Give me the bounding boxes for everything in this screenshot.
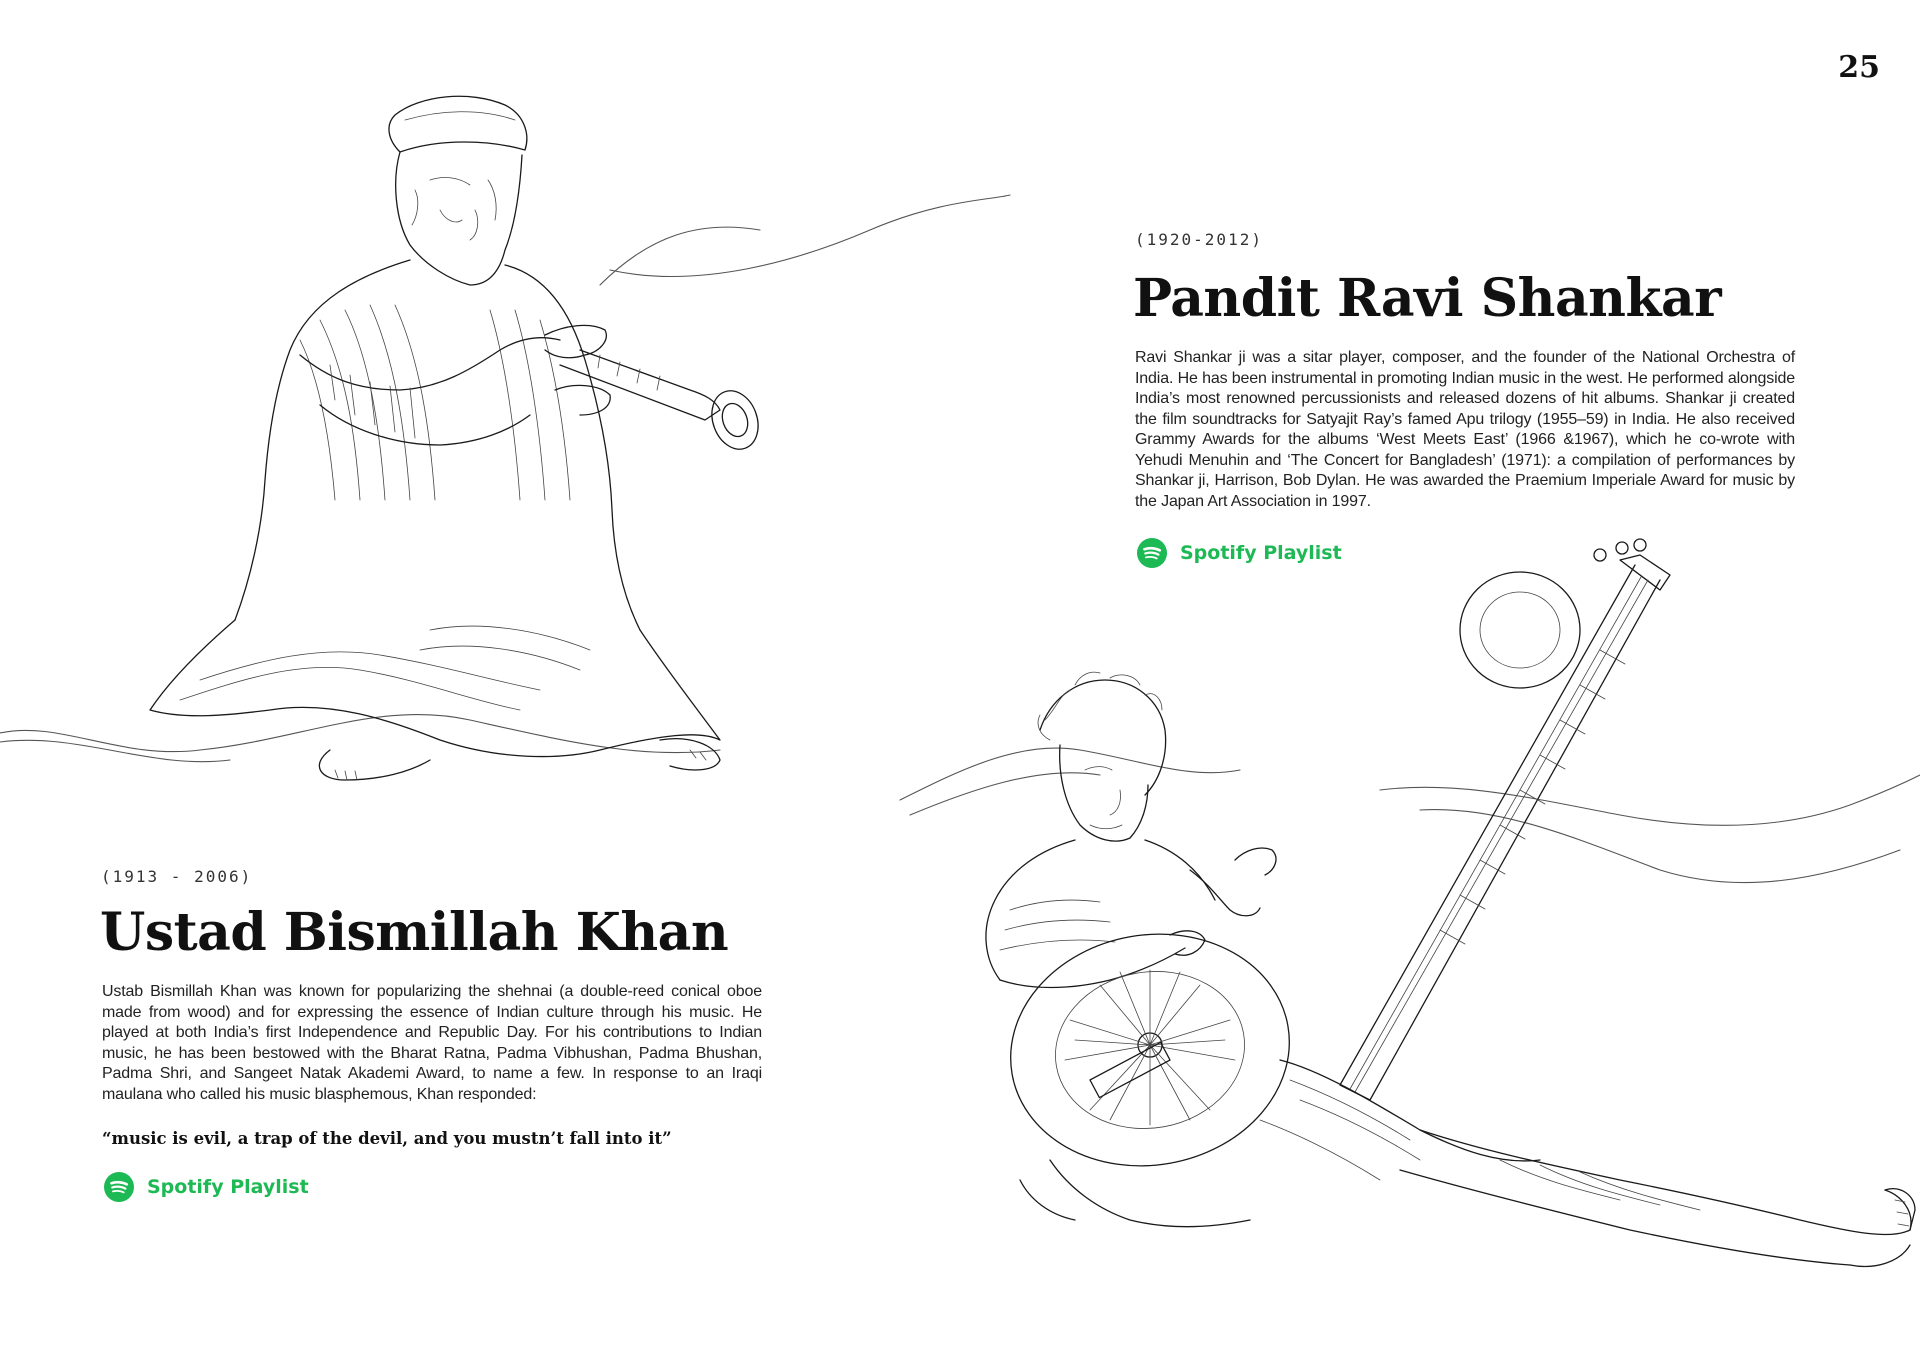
ravi-dates: (1920-2012) bbox=[1135, 230, 1263, 249]
bismillah-name: Ustad Bismillah Khan bbox=[100, 902, 729, 963]
spotify-icon bbox=[104, 1172, 134, 1202]
page-number: 25 bbox=[1838, 50, 1880, 85]
bismillah-dates: (1913 - 2006) bbox=[101, 867, 253, 886]
sitar-player-illustration bbox=[900, 540, 1920, 1280]
ravi-bio: Ravi Shankar ji was a sitar player, composer, and the founder of the National Orchestra of India. He has been instrumental in promoting Indian music in the west. He performed alongside India’s most renowned percussionists and released dozens of hit albums. Shankar ji created the film soundtracks for Satyajit Ray’s famed Apu trilogy (1955–59) in India. He also received Grammy Awards for the albums ‘West Meets East’ (1966 &1967), which he co-wrote with Yehudi Menuhin and ‘The Concert for Bangladesh’ (1971): a compilation of performances by Shankar ji, Harrison, Bob Dylan. He was awarded the Praemium Imperiale Award for music by the Japan Art Association in 1997. bbox=[1135, 349, 1795, 510]
ravi-spotify-playlist-link[interactable] bbox=[1137, 538, 1342, 568]
spotify-playlist-label: Spotify Playlist bbox=[147, 1176, 309, 1198]
spotify-icon bbox=[1137, 538, 1167, 568]
spotify-playlist-label: Spotify Playlist bbox=[1180, 542, 1342, 564]
bismillah-bio: Ustab Bismillah Khan was known for popularizing the shehnai (a double-reed conical oboe made from wood) and for expressing the essence of Indian culture through his music. He played at both India’s first Independence and Republic Day. For his contributions to Indian music, he has been bestowed with the Bharat Ratna, Padma Vibhushan, Padma Bhushan, Padma Shri, and Sangeet Natak Akademi Award, to name a few. In response to an Iraqi maulana who called his music blasphemous, Khan responded: bbox=[102, 983, 762, 1103]
bismillah-spotify-playlist-link[interactable] bbox=[104, 1172, 309, 1202]
bismillah-quote: “music is evil, a trap of the devil, and you mustn’t fall into it” bbox=[102, 1129, 672, 1148]
shehnai-player-illustration bbox=[0, 60, 1010, 830]
ravi-name: Pandit Ravi Shankar bbox=[1133, 268, 1722, 329]
